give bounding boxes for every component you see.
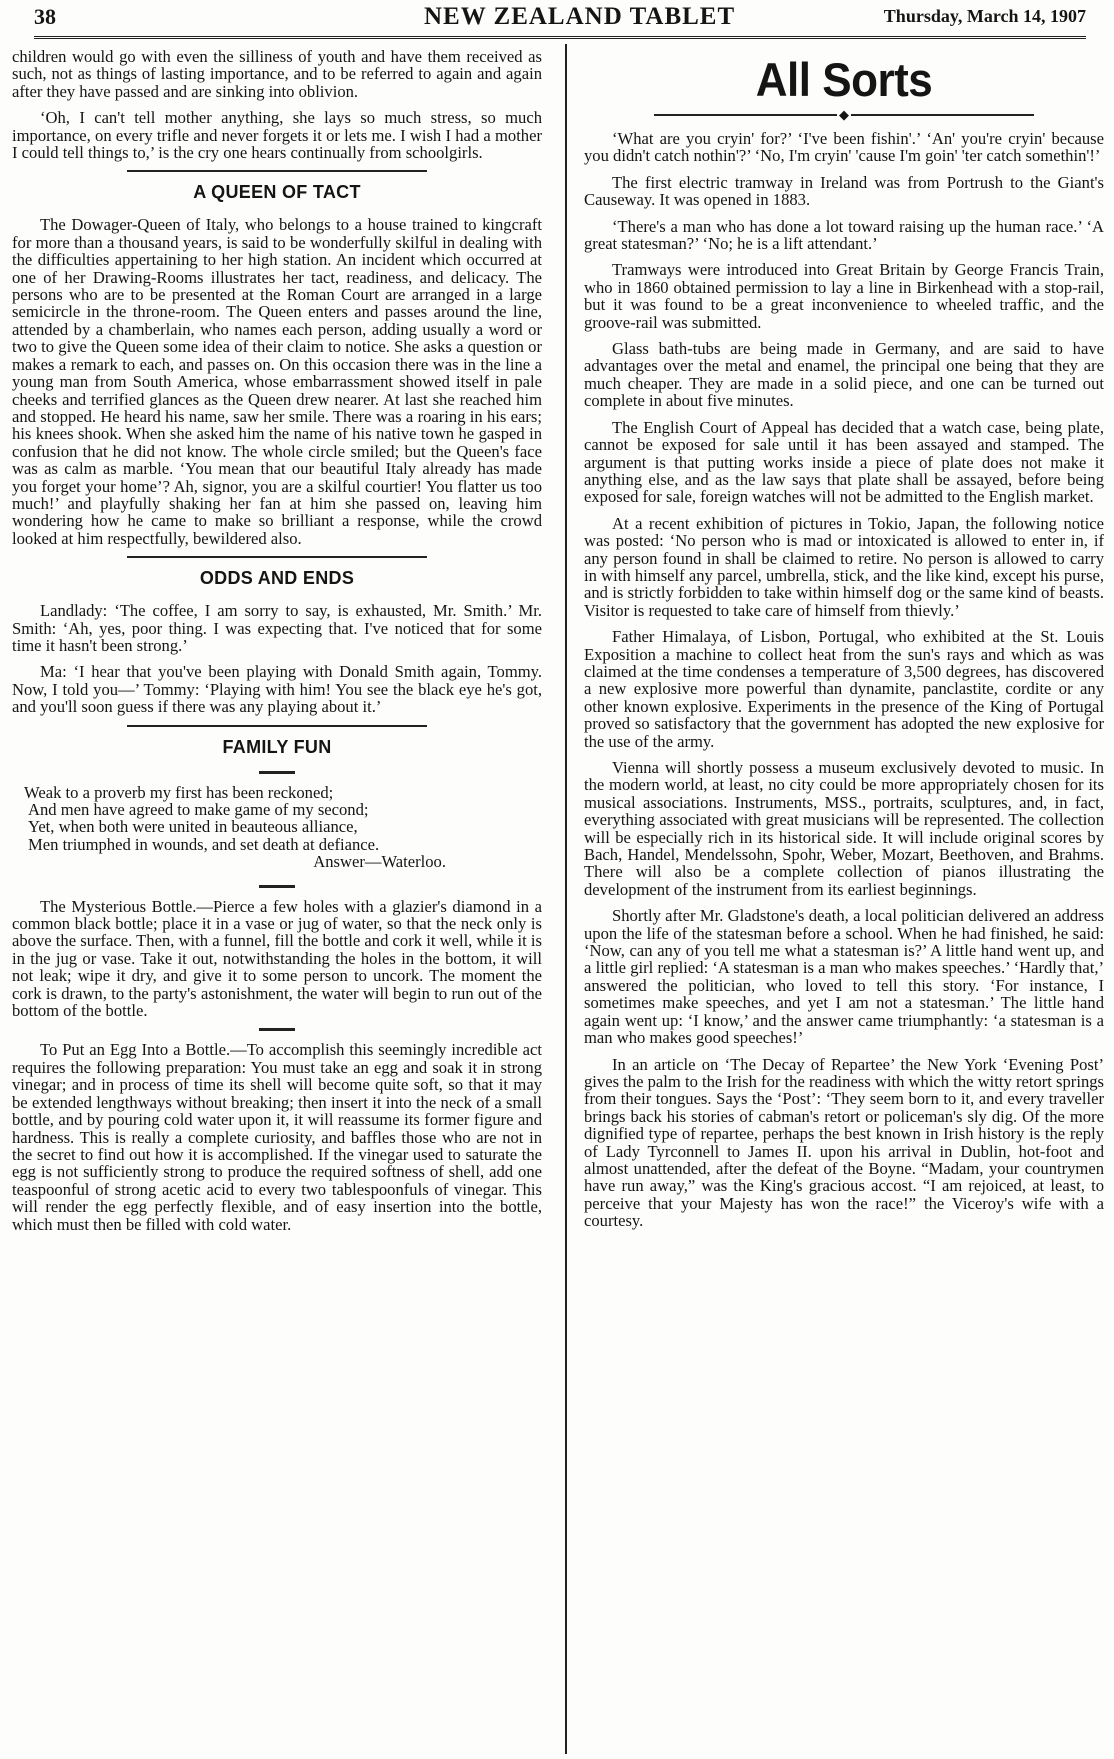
short-rule (259, 885, 295, 888)
poem-line: Men triumphed in wounds, and set death at defiance. (28, 834, 380, 854)
short-rule (259, 771, 295, 774)
news-item: The first electric tramway in Ireland was from Portrush to the Giant's Causeway. It was opened in 1883. (584, 172, 1104, 210)
news-item: Glass bath-tubs are being made in Germany, and are said to have advantages over the metal and enamel, the principal one being that they are much cheaper. They are made in a solid piece, and one can be turned out complete in about five minutes. (584, 339, 1104, 411)
publication-title: NEW ZEALAND TABLET (424, 3, 736, 30)
news-item: ‘What are you cryin' for?’ ‘I've been fishin'.’ ‘An' you're cryin' because you didn't catch nothin'?’ ‘No, I'm cryin' 'cause I'm goin' 'ter catch somethin'!’ (584, 129, 1104, 166)
header-rule (34, 36, 1086, 39)
poem-line: Weak to a proverb my first has been reckoned; (24, 782, 334, 802)
right-column (584, 48, 1104, 1756)
page-header (34, 4, 1086, 34)
section-title-queen-of-tact: A QUEEN OF TACT (193, 182, 361, 203)
column-divider (565, 44, 567, 1754)
news-item: Vienna will shortly possess a museum exclusively devoted to music. In the modern world, at least, no city could be more appropriately chosen for its musical associations. Instruments, MSS., portraits, sculptures, and, in fact, everything associated with great musicians will be represented. The collection will be especially rich in its historical side. It will include original scores by Bach, Handel, Mendelssohn, Spohr, Weber, Mozart, Beethoven, and Brahms. There will also be a complete collection of pianos illustrating the development of the instrument from its earliest beginnings. (584, 758, 1104, 899)
poem-line: Yet, when both were united in beauteous alliance, (28, 817, 358, 837)
article-paragraph: The Mysterious Bottle.—Pierce a few holes with a glazier's diamond in a common black bottle; place it in a vase or jug of water, so that the neck only is above the surface. Then, with a funnel, fill the bottle and cork it well, while it is in the jug or vase. Take it out, notwithstanding the holes in the bottom, it will not leak; wipe it dry, and give it to some person to uncork. The moment the cork is drawn, to the party's astonishment, the water will begin to run out of the bottom of the bottle. (12, 896, 542, 1021)
news-item: Shortly after Mr. Gladstone's death, a local politician delivered an address upon the life of the statesman before a school. When he had finished, he said: ‘Now, can any of you tell me what a statesman is?’ A little hand went up, and a little girl replied: ‘A statesman is a man who makes speeches.’ ‘Hardly that,’ answered the politician, who loved to tell this story. ‘For instance, I sometimes make speeches, and yet I am not a statesman.’ The little hand again went up: ‘I know,’ and the answer came triumphantly: ‘a statesman is a man who makes good speeches!’ (584, 906, 1104, 1048)
section-title-family-fun: FAMILY FUN (222, 736, 332, 757)
title-ornament (584, 108, 1104, 122)
section-rule (127, 556, 427, 558)
short-rule (259, 1028, 295, 1031)
section-rule (127, 725, 427, 727)
news-item: At a recent exhibition of pictures in Tokio, Japan, the following notice was posted: ‘No person who is mad or intoxicated is allowed to enter in, if any person found in shall be claimed to retire. No person is allowed to carry in with himself any parcel, umbrella, stick, and the like kind, except his purse, and is strictly forbidden to take within himself dog or the same kind of beasts. Visitor is requested to take care of himself from thievly.’ (584, 513, 1104, 620)
page-number: 38 (34, 4, 56, 29)
issue-date: Thursday, March 14, 1907 (883, 6, 1086, 26)
poem-line: And men have agreed to make game of my second; (28, 800, 369, 819)
diamond-ornament-icon: ◆ (839, 107, 849, 122)
section-rule (127, 170, 427, 172)
article-paragraph: The Dowager-Queen of Italy, who belongs to a house trained to kingcraft for more than a thousand years, is said to be wonderfully skilful in dealing with the difficulties appertaining to her high station. An incident which occurred at one of her Drawing-Rooms illustrates her tact, readiness, and delicacy. The persons who are to be presented at the Roman Court are arranged in a large semicircle in the throne-room. The Queen enters and passes around the line, attended by a chamberlain, who names each person, adding usually a word or two to give the Queen some idea of their claim to notice. She asks a question or makes a remark to each, and passes on. On this occasion there was in the line a young man from South America, whose embarrassment showed itself in pale cheeks and terrified glances as the Queen drew nearer. At last she reached him and stopped. He heard his name, saw her smile. There was a roaring in his ears; his knees shook. When she asked him the name of his native town he gasped in confusion that he did not know. The whole circle smiled; but the Queen's face was as calm as marble. ‘You mean that our beautiful Italy already has made you forget your home’? Ah, signor, you are a skilful courtier! You flatter us too much!’ and playfully shaking her fan at him she passed on, leaving him wondering how he came to make so brilliant a response, while the crowd looked at him respectfully, bewildered also. (12, 215, 542, 548)
news-item: Tramways were introduced into Great Britain by George Francis Train, who in 1860 obtained permission to lay a line in Birkenhead with a stop-rail, but it was found to be a great inconvenience to wheeled traffic, and the groove-rail was submitted. (584, 260, 1104, 332)
news-item: Father Himalaya, of Lisbon, Portugal, who exhibited at the St. Louis Exposition a machine to collect heat from the sun's rays and which as was claimed at the time condenses a temperature of 3,500 degrees, has discovered a new explosive more powerful than dynamite, panclastite, cordite or any other known explosive. Experiments in the presence of the King of Portugal proved so satisfactory that the government has adopted the new explosive for the use of the army. (584, 627, 1104, 751)
article-paragraph: Landlady: ‘The coffee, I am sorry to say, is exhausted, Mr. Smith.’ Mr. Smith: ‘Ah, yes, poor thing. I was expecting that. I've noticed that for some time it hasn't been strong.’ (12, 601, 542, 655)
riddle-poem (12, 784, 542, 871)
section-title-all-sorts: All Sorts (755, 54, 933, 107)
section-title-odds-and-ends: ODDS AND ENDS (199, 568, 355, 589)
article-paragraph: To Put an Egg Into a Bottle.—To accomplish this seemingly incredible act requires the following preparation: You must take an egg and soak it in strong vinegar; and in process of time its shell will become quite soft, so that it may be extended lengthways without breaking; then insert it into the neck of a small bottle, and by pouring cold water upon it, it will reassume its former figure and hardness. This is really a complete curiosity, and baffles those who are not in the secret to find out how it is accomplished. If the vinegar used to saturate the egg is not sufficiently strong to produce the required softness of shell, add one teaspoonful of strong acetic acid to every two tablespoonfuls of vinegar. This will render the egg perfectly flexible, and of easy insertion into the bottle, which must then be filled with cold water. (12, 1040, 542, 1234)
riddle-answer: Answer—Waterloo. (313, 852, 446, 872)
news-item: ‘There's a man who has done a lot toward raising up the human race.’ ‘A great statesman?’ ‘No; he is a lift attendant.’ (584, 216, 1104, 254)
news-item: The English Court of Appeal has decided that a watch case, being plate, cannot be exposed for sale until it has been assayed and stamped. The argument is that putting works inside a piece of plate does not make it anything else, and as the law says that plate shall be assayed, before being exposed for sale, foreign watches will not be admitted to the English market. (584, 417, 1104, 507)
news-item: In an article on ‘The Decay of Repartee’ the New York ‘Evening Post’ gives the palm to the Irish for the readiness with which the witty retort springs from their tongues. Says the ‘Post’: ‘They seem born to it, and every traveller brings back his stories of cabman's retort or policeman's sly dig. Of the more dignified type of repartee, perhaps the best known in Irish history is the reply of Lady Tyrconnell to James II. upon his arrival in Dublin, hot-foot and almost unattended, after the defeat of the Boyne. “Madam, your countrymen have run away,” was the King's gracious accost. “I am rejoiced, at least, to perceive that your Majesty has won the race!” the Viceroy's wife with a courtesy. (584, 1054, 1104, 1231)
article-paragraph: Ma: ‘I hear that you've been playing with Donald Smith again, Tommy. Now, I told you—’ Tommy: ‘Playing with him! You see the black eye he's got, and you'll soon guess if there was any playing about it.’ (12, 662, 542, 717)
left-column (12, 48, 542, 1756)
intro-paragraph: ‘Oh, I can't tell mother anything, she lays so much stress, so much importance, on every trifle and never forgets it or lets me. I wish I had a mother I could tell things to,’ is the cry one hears continually from schoolgirls. (12, 108, 542, 163)
intro-paragraph: children would go with even the silliness of youth and have them received as such, not as things of lasting importance, and to be referred to again and again after they have passed and are sinking into oblivion. (12, 48, 542, 101)
